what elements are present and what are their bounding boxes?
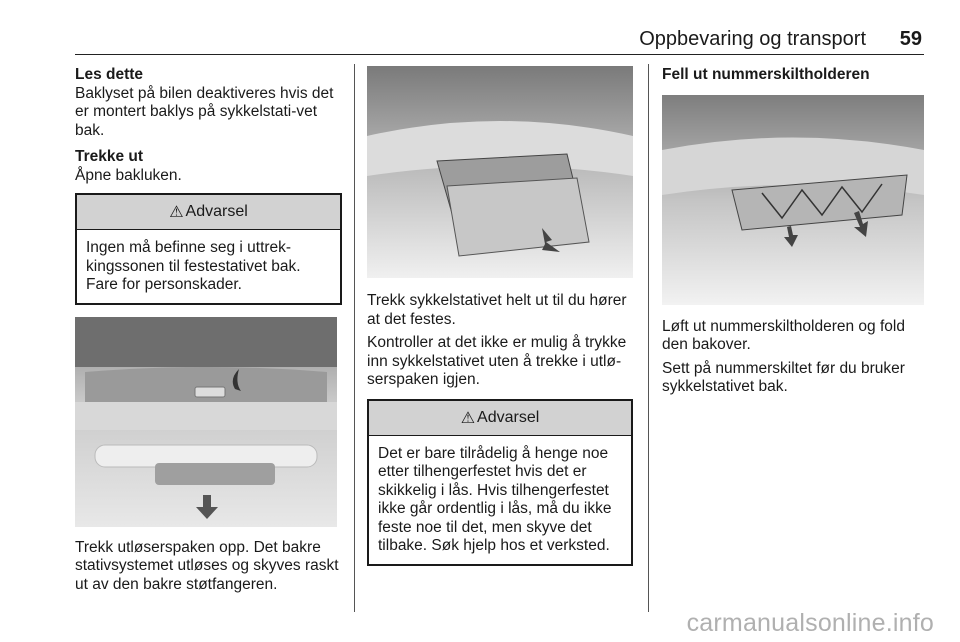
page-header xyxy=(75,28,924,55)
warning-header xyxy=(77,195,340,230)
warning-title: Advarsel xyxy=(185,203,248,220)
column-divider xyxy=(648,64,649,612)
warning-text: Ingen må befinne seg i uttrek-kingssonen til festestativet bak. Fare for personskader. xyxy=(86,239,301,293)
figure-caption: Trekk utløserspaken opp. Det bakre stativsystemet utløses og skyves raskt ut av den bakre støtfangeren. xyxy=(75,538,339,593)
warning-title: Advarsel xyxy=(477,408,540,426)
chapter-title: Oppbevaring og transport xyxy=(639,28,866,50)
note-title: Les dette xyxy=(75,66,144,83)
column-divider xyxy=(354,64,355,612)
column-right xyxy=(662,66,924,397)
section-title: Fell ut nummerskiltholderen xyxy=(662,66,870,83)
watermark: carmanualsonline.info xyxy=(686,609,934,637)
note-text: Baklyset på bilen deaktiveres hvis det er montert baklys på sykkelstati-vet bak. xyxy=(75,84,334,139)
paragraph: Trekk sykkelstativet helt ut til du hører at det festes. xyxy=(367,292,627,328)
warning-box xyxy=(367,399,633,566)
warning-triangle-icon: ⚠ xyxy=(169,204,184,221)
paragraph: Løft ut nummerskiltholderen og fold den bakover. xyxy=(662,317,905,353)
warning-triangle-icon: ⚠ xyxy=(460,409,476,427)
section-title: Trekke ut xyxy=(75,148,144,165)
step-text: Åpne bakluken. xyxy=(75,166,182,184)
column-left xyxy=(75,66,342,594)
warning-box xyxy=(75,193,342,305)
page-number: 59 xyxy=(899,28,922,50)
paragraph: Sett på nummerskiltet før du bruker sykkelstativet bak. xyxy=(662,359,905,395)
warning-text: Det er bare tilrådelig å henge noe etter tilhengerfestet hvis det er skikkelig i lås. Hvis tilhengerfestet ikke går ordentlig i lås, må du ikke feste noe til det, men skyve det tilbake. Søk hjelp hos et verksted. xyxy=(378,444,612,554)
figure-plate-holder xyxy=(662,95,924,305)
paragraph: Kontroller at det ikke er mulig å trykke inn sykkelstativet uten å trekke i utlø-serspaken igjen. xyxy=(367,334,627,388)
warning-header xyxy=(369,401,631,436)
figure-release-lever xyxy=(75,317,342,527)
figure-pull-out-carrier xyxy=(367,66,633,278)
column-middle xyxy=(367,66,633,566)
